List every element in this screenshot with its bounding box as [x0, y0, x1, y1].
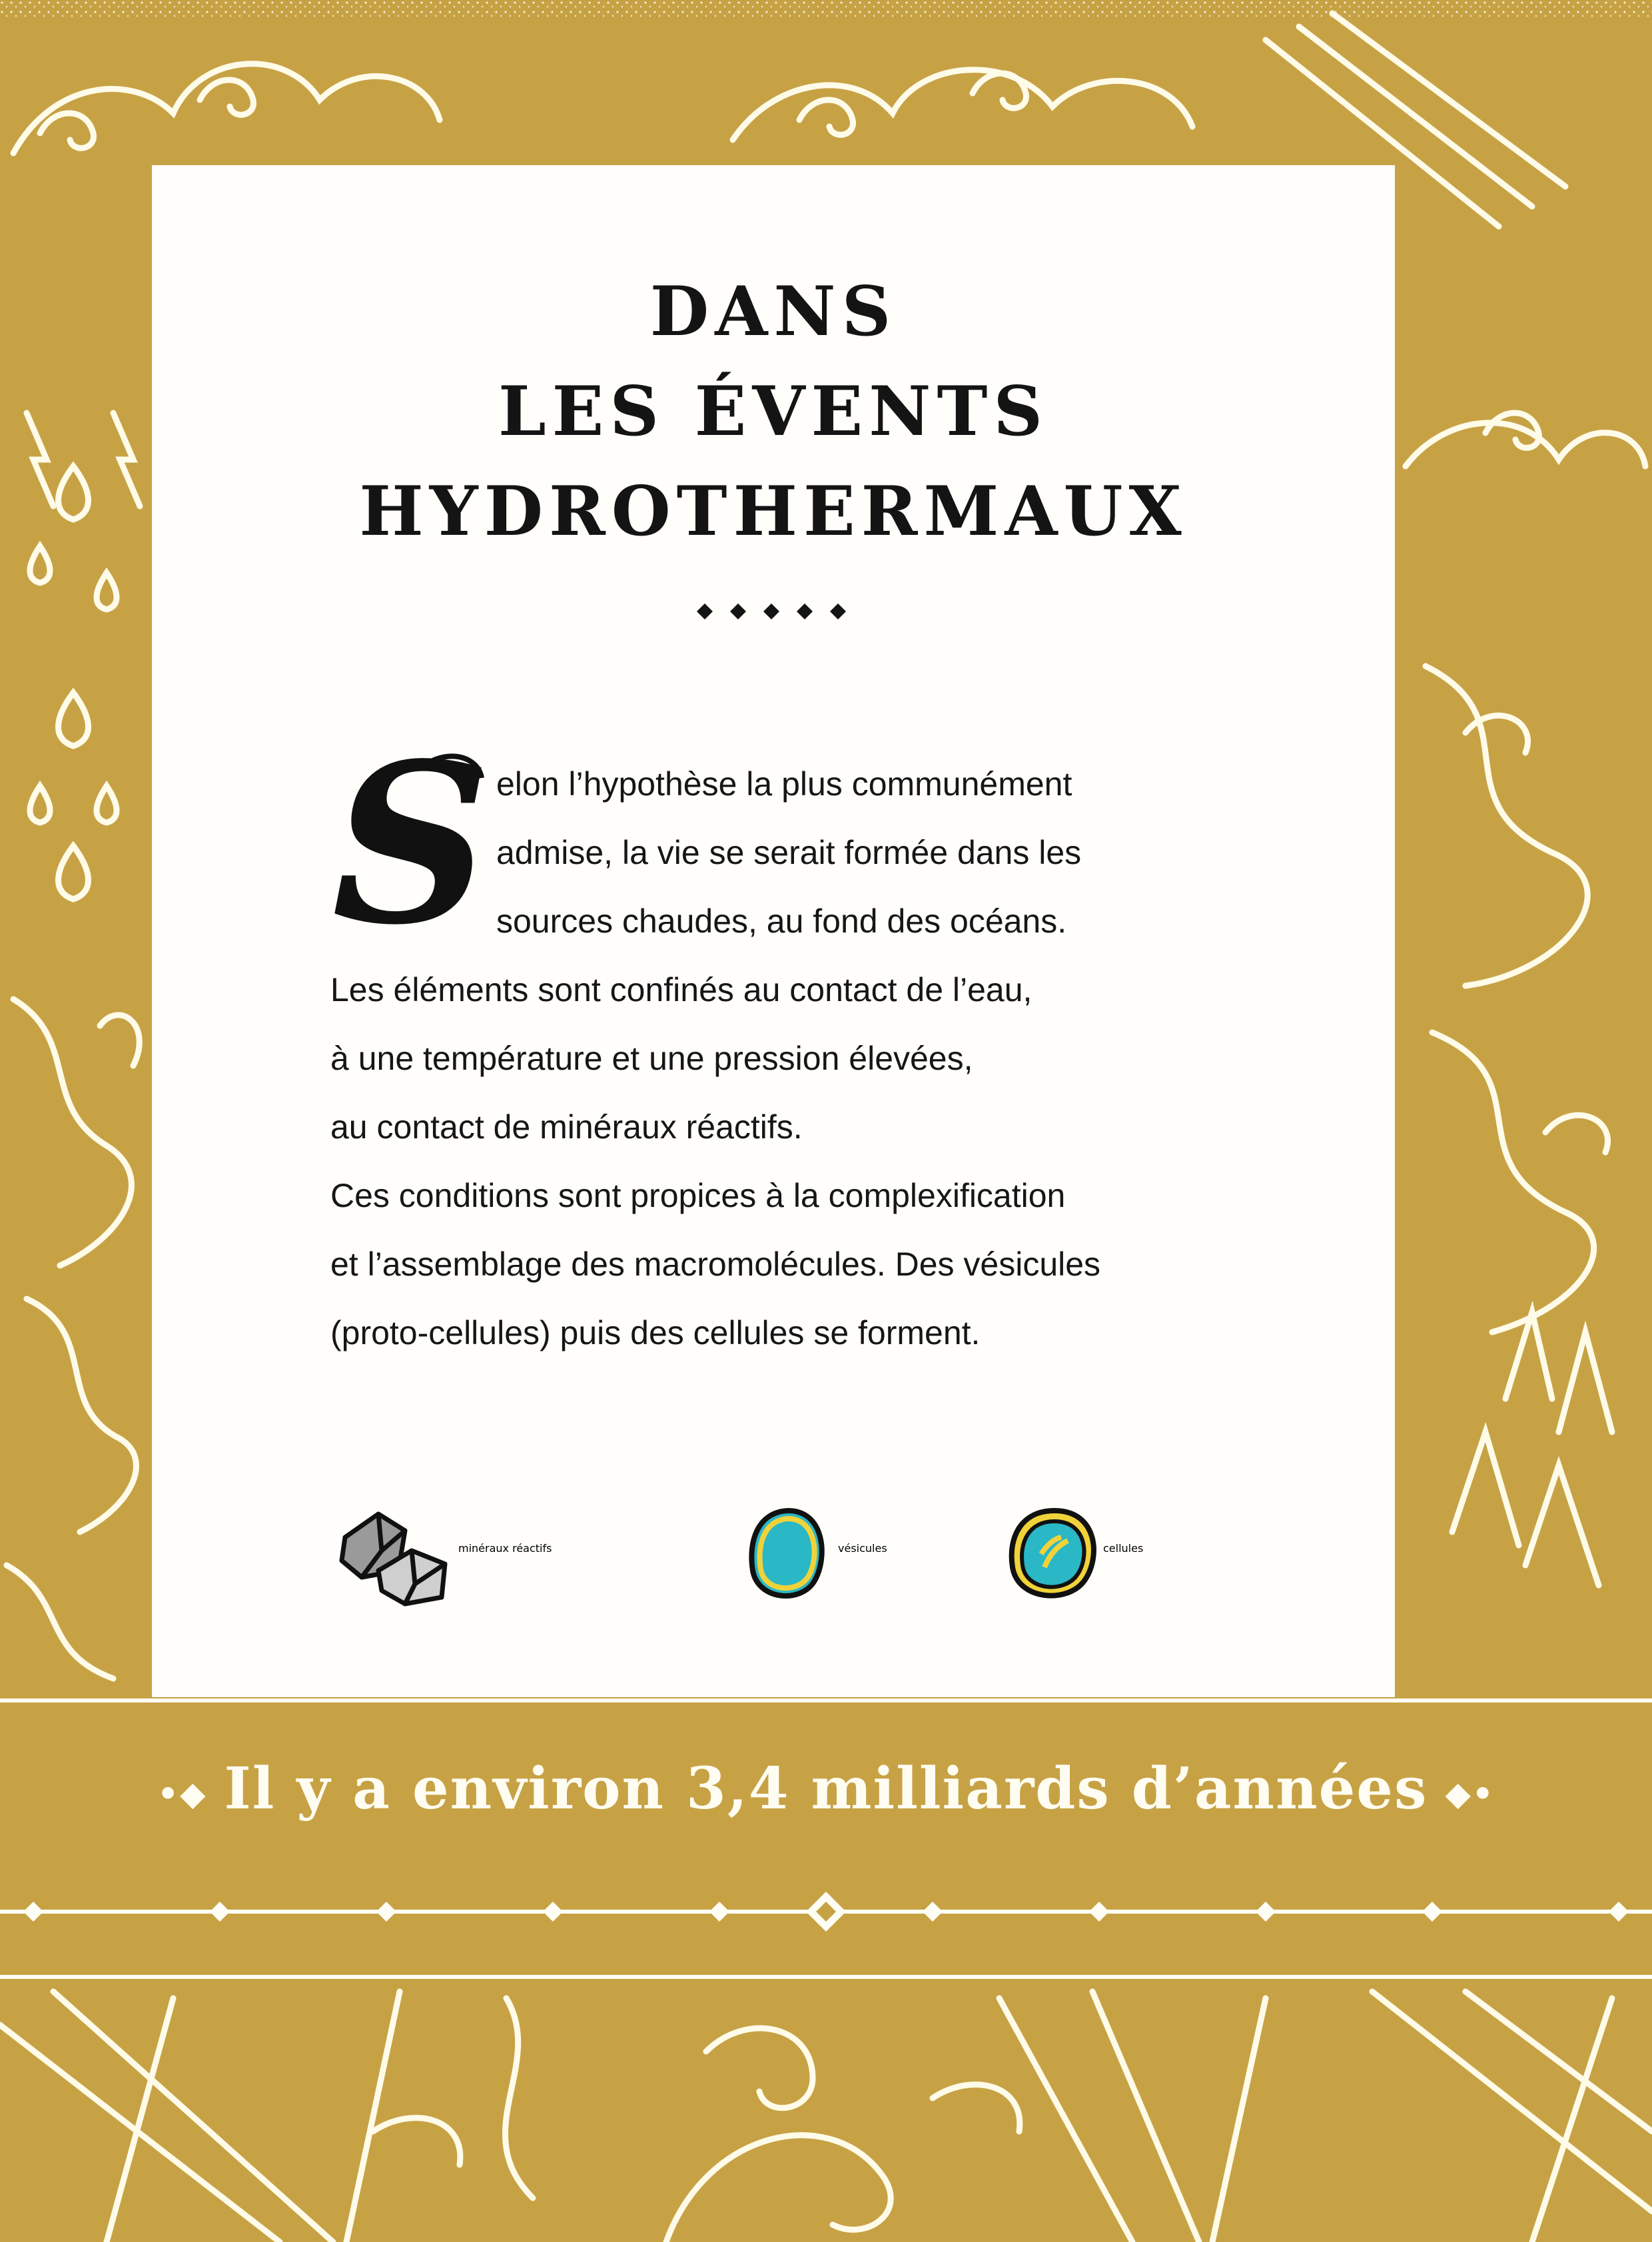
body-line: sources chaudes, au fond des océans. — [496, 903, 1067, 940]
body-line: au contact de minéraux réactifs. — [330, 1108, 803, 1146]
vesicle-icon — [745, 1504, 831, 1604]
title-line: HYDROTHERMAUX — [359, 472, 1188, 552]
legend-label-vesicles: vésicules — [838, 1542, 887, 1555]
page-title — [152, 262, 1395, 561]
title-line: DANS — [649, 272, 897, 352]
era-band — [0, 1698, 1652, 1978]
body-line: Les éléments sont confinés au contact de l’eau, — [330, 971, 1032, 1008]
diamond-left-icon: •◆ — [157, 1774, 207, 1813]
diamond-right-icon: ◆• — [1445, 1774, 1495, 1813]
body-line: (proto-cellules) puis des cellules se forment. — [330, 1314, 981, 1351]
diamond-ornament — [691, 598, 865, 625]
dropcap-glyph: S — [332, 745, 491, 944]
cell-icon — [1005, 1504, 1104, 1604]
body-paragraph — [330, 750, 1370, 1367]
legend-label-cells: cellules — [1103, 1542, 1144, 1555]
diamond-divider — [0, 1888, 1652, 1935]
body-line: Ces conditions sont propices à la complexification — [330, 1177, 1066, 1214]
body-line: et l’assemblage des macromolécules. Des vésicules — [330, 1246, 1101, 1283]
legend-label-minerals: minéraux réactifs — [458, 1542, 552, 1555]
body-line: admise, la vie se serait formée dans les — [496, 834, 1082, 871]
body-line: à une température et une pression élevées, — [330, 1040, 973, 1077]
band-bottom-rule — [0, 1975, 1652, 1979]
era-caption — [0, 1755, 1652, 1822]
era-text: Il y a environ 3,4 milliards d’années — [224, 1755, 1428, 1822]
minerals-icon — [332, 1497, 458, 1611]
body-line: elon l’hypothèse la plus communément — [496, 765, 1072, 803]
band-top-rule — [0, 1698, 1652, 1702]
title-line: LES ÉVENTS — [498, 372, 1049, 452]
text-panel — [152, 165, 1395, 1697]
